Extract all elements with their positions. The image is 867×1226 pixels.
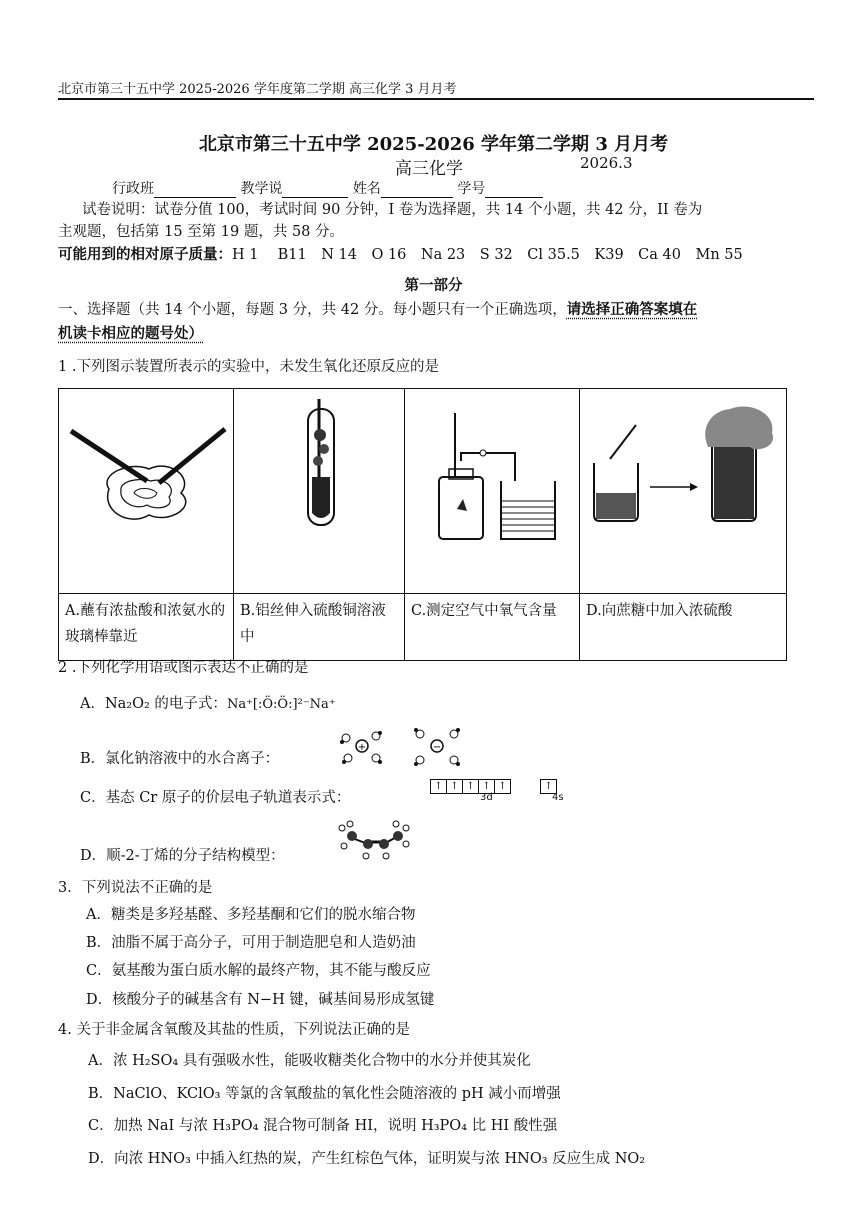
q3-option-b: B．油脂不属于高分子，可用于制造肥皂和人造奶油 [86, 935, 416, 951]
id-blank[interactable] [485, 183, 543, 198]
orbital-box-3d-2: ↑ [446, 779, 463, 794]
instructions-line1: 试卷说明：试卷分值 100，考试时间 90 分钟，I 卷为选择题，共 14 个小题，共 42 分，II 卷为 [82, 202, 703, 218]
orbital-box-3d-4: ↑ [478, 779, 495, 794]
q3-option-a: A．糖类是多羟基醛、多羟基酮和它们的脱水缩合物 [86, 907, 416, 923]
q1-option-d: D.向蔗糖中加入浓硫酸 [580, 594, 787, 661]
q3-option-d: D．核酸分子的碱基含有 N−H 键，碱基间易形成氢键 [86, 992, 435, 1008]
atomic-masses-label: 可能用到的相对原子质量： [58, 246, 232, 263]
orbital-box-3d-5: ↑ [494, 779, 511, 794]
orbital-box-4s: ↑ [540, 779, 557, 794]
section1-intro-emph: 请选择正确答案填在 [566, 301, 698, 318]
q4-option-c: C．加热 NaI 与浓 H₃PO₄ 混合物可制备 HI，说明 H₃PO₄ 比 HI 酸性强 [88, 1118, 558, 1134]
exam-subject: 高三化学 [395, 159, 463, 179]
instructions-line2: 主观题，包括第 15 至第 19 题，共 58 分。 [58, 224, 345, 240]
q2-option-d: D．顺-2-丁烯的分子结构模型： [80, 848, 285, 864]
q1-option-a: A.蘸有浓盐酸和浓氨水的玻璃棒靠近 [59, 594, 234, 661]
q4-option-a: A．浓 H₂SO₄ 具有强吸水性，能吸收糖类化合物中的水分并使其炭化 [88, 1053, 531, 1069]
q1-figure-d [580, 389, 787, 594]
section1-intro-text: 一、选择题（共 14 个小题，每题 3 分，共 42 分。每小题只有一个正确选项， [58, 302, 567, 318]
glass-rods-smoke-illustration [59, 389, 233, 589]
hydrated-ions-illustration [332, 722, 472, 772]
q4-option-d: D．向浓 HNO₃ 中插入红热的炭，产生红棕色气体，证明炭与浓 HNO₃ 反应生成 NO₂ [88, 1151, 646, 1167]
cr-orbital-diagram [430, 776, 556, 795]
test-tube-illustration [234, 389, 404, 589]
id-label: 学号 [457, 181, 486, 197]
name-label: 姓名 [352, 181, 381, 197]
part1-title: 第一部分 [404, 277, 463, 294]
q1-figure-b [234, 389, 405, 594]
running-header: 北京市第三十五中学 2025-2026 学年度第二学期 高三化学 3 月月考 [58, 82, 457, 97]
student-info-row [112, 178, 543, 198]
svg-text:+: + [357, 742, 367, 753]
q1-stem: 1 .下列图示装置所表示的实验中，未发生氧化还原反应的是 [58, 359, 439, 375]
orbital-label-4s: 4s [552, 792, 564, 803]
svg-text:−: − [432, 742, 442, 753]
na2o2-electron-formula: Na⁺[:Ö:Ö:]²⁻Na⁺ [226, 697, 336, 712]
q2-option-a [80, 692, 336, 713]
orbital-box-3d-3: ↑ [462, 779, 479, 794]
header-rule [58, 98, 814, 100]
q1-figure-table [58, 388, 787, 661]
q1-figure-a [59, 389, 234, 594]
teacher-blank[interactable] [282, 183, 348, 198]
class-label: 行政班 [112, 181, 154, 197]
section1-intro-line2: 机读卡相应的题号处） [58, 325, 203, 342]
q2-stem: 2 .下列化学用语或图示表达不正确的是 [58, 660, 309, 676]
class-blank[interactable] [154, 183, 236, 198]
q2-option-b: B．氯化钠溶液中的水合离子： [80, 751, 280, 767]
q3-option-c: C．氨基酸为蛋白质水解的最终产物，其不能与酸反应 [86, 963, 431, 979]
sugar-sulfuric-acid-illustration [580, 389, 786, 589]
atomic-masses-values: H 1 B11 N 14 O 16 Na 23 S 32 Cl 35.5 K39 Ca 40 Mn 55 [232, 247, 743, 263]
section1-intro [58, 298, 697, 319]
exam-date: 2026.3 [580, 154, 633, 172]
q3-stem: 3．下列说法不正确的是 [58, 880, 213, 896]
q1-option-b: B.铝丝伸入硫酸铜溶液中 [234, 594, 405, 661]
q2-option-a-text: A．Na₂O₂ 的电子式： [80, 696, 227, 712]
orbital-box-3d-1: ↑ [430, 779, 447, 794]
oxygen-measurement-apparatus-illustration [405, 389, 579, 589]
q2-option-c: C．基态 Cr 原子的价层电子轨道表示式： [80, 790, 351, 806]
orbital-label-3d: 3d [480, 792, 493, 803]
atomic-masses [58, 243, 743, 264]
teacher-label: 教学说 [240, 181, 283, 197]
q4-stem: 4. 关于非金属含氧酸及其盐的性质，下列说法正确的是 [58, 1022, 410, 1038]
q4-option-b: B．NaClO、KClO₃ 等氯的含氧酸盐的氧化性会随溶液的 pH 减小而增强 [88, 1086, 561, 1102]
exam-title: 北京市第三十五中学 2025-2026 学年第二学期 3 月月考 [198, 134, 669, 155]
name-blank[interactable] [381, 183, 453, 198]
cis-2-butene-model [330, 816, 410, 862]
q1-figure-c [405, 389, 580, 594]
q1-option-c: C.测定空气中氧气含量 [405, 594, 580, 661]
